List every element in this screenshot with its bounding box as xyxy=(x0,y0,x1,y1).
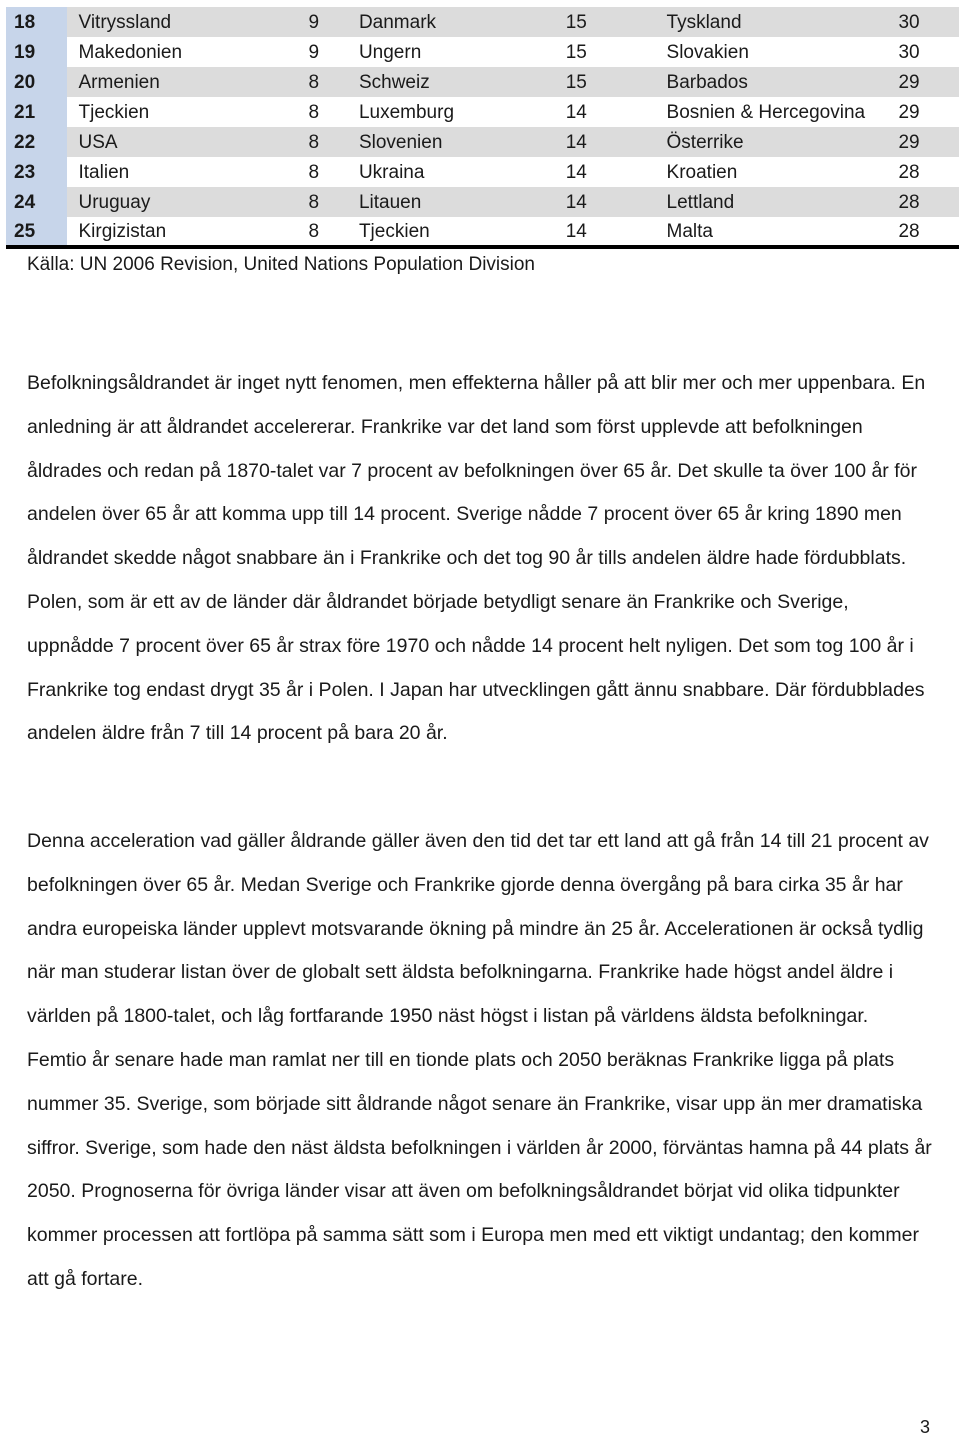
table-row xyxy=(6,67,959,97)
rank-cell: 25 xyxy=(6,217,67,247)
value-cell: 8 xyxy=(308,101,320,123)
value-cell: 28 xyxy=(898,187,959,217)
table-row xyxy=(6,187,959,217)
value-cell: 14 xyxy=(565,161,587,183)
table-row xyxy=(6,7,959,37)
value-cell: 29 xyxy=(898,101,920,123)
oldest-populations-table xyxy=(6,7,959,249)
value-cell: 14 xyxy=(566,217,667,247)
rank-cell: 23 xyxy=(6,157,67,187)
value-cell: 30 xyxy=(898,41,920,63)
country-cell: Malta xyxy=(667,217,899,247)
table-row xyxy=(6,157,959,187)
country-cell: Makedonien xyxy=(78,41,183,63)
rank-cell: 18 xyxy=(6,7,67,37)
value-cell: 15 xyxy=(566,7,667,37)
value-cell: 29 xyxy=(898,127,959,157)
table-row xyxy=(6,127,959,157)
country-cell: Kroatien xyxy=(666,161,738,183)
table-row xyxy=(6,37,959,67)
value-cell: 29 xyxy=(898,67,959,97)
source-citation: Källa: UN 2006 Revision, United Nations Population Division xyxy=(27,254,535,275)
rank-cell: 19 xyxy=(6,37,67,67)
country-cell: Armenien xyxy=(67,67,309,97)
value-cell: 9 xyxy=(309,7,359,37)
country-cell: Ukraina xyxy=(358,161,425,183)
country-cell: Litauen xyxy=(359,187,566,217)
rank-cell: 22 xyxy=(6,127,67,157)
value-cell: 8 xyxy=(309,217,359,247)
value-cell: 8 xyxy=(309,67,359,97)
value-cell: 8 xyxy=(309,127,359,157)
table-row xyxy=(6,97,959,127)
value-cell: 28 xyxy=(898,217,959,247)
body-paragraph: Befolkningsåldrandet är inget nytt fenomen, men effekterna håller på att blir mer och mer uppenbara. En anledning är att åldrandet accelererar. Frankrike var det land som först upplevde att befolkningen åldrades och redan på 1870-talet var 7 procent av befolkningen över 65 år. Det skulle ta över 100 år för andelen över 65 år att komma upp till 14 procent. Sverige nådde 7 procent över 65 år kring 1890 men åldrandet skedde något snabbare än i Frankrike och det tog 90 år tills andelen äldre hade fördubblats. Polen, som är ett av de länder där åldrandet började betydligt senare än Frankrike och Sverige, uppnådde 7 procent över 65 år strax före 1970 och nådde 14 procent helt nyligen. Det som tog 100 år i Frankrike tog endast drygt 35 år i Polen. I Japan har utvecklingen gått ännu snabbare. Där fördubblades andelen äldre från 7 till 14 procent på bara 20 år. xyxy=(27,372,926,745)
value-cell: 8 xyxy=(309,187,359,217)
country-cell: Luxemburg xyxy=(358,101,455,123)
country-cell: Barbados xyxy=(667,67,899,97)
rank-cell: 24 xyxy=(6,187,67,217)
page-number: 3 xyxy=(919,1417,930,1437)
country-cell: USA xyxy=(67,127,309,157)
value-cell: 28 xyxy=(898,161,920,183)
value-cell: 9 xyxy=(308,41,320,63)
country-cell: Slovenien xyxy=(359,127,566,157)
table-row xyxy=(6,217,959,247)
country-cell: Slovakien xyxy=(666,41,749,63)
country-cell: Tyskland xyxy=(667,7,899,37)
country-cell: Danmark xyxy=(359,7,566,37)
country-cell: Italien xyxy=(78,161,130,183)
country-cell: Ungern xyxy=(358,41,422,63)
country-cell: Österrike xyxy=(667,127,899,157)
country-cell: Lettland xyxy=(667,187,899,217)
country-cell: Tjeckien xyxy=(359,217,566,247)
value-cell: 14 xyxy=(566,127,667,157)
value-cell: 30 xyxy=(898,7,959,37)
value-cell: 14 xyxy=(566,187,667,217)
value-cell: 15 xyxy=(566,67,667,97)
rank-cell: 21 xyxy=(6,97,67,127)
value-cell: 8 xyxy=(308,161,320,183)
country-cell: Schweiz xyxy=(359,67,566,97)
rank-cell: 20 xyxy=(6,67,67,97)
value-cell: 14 xyxy=(565,101,587,123)
country-cell: Kirgizistan xyxy=(67,217,309,247)
country-cell: Vitryssland xyxy=(67,7,309,37)
value-cell: 15 xyxy=(565,41,587,63)
country-cell: Tjeckien xyxy=(78,101,150,123)
body-paragraph: Denna acceleration vad gäller åldrande gäller även den tid det tar ett land att gå från 14 till 21 procent av befolkningen över 65 år. Medan Sverige och Frankrike gjorde denna övergång på bara cirka 35 år har andra europeiska länder upplevt motsvarande ökning på mindre än 25 år. Accelerationen är också tydlig när man studerar listan över de globalt sett äldsta befolkningarna. Frankrike hade högst andel äldre i världen på 1800-talet, och låg fortfarande 1950 näst högst i listan på världens äldsta befolkningar. Femtio år senare hade man ramlat ner till en tionde plats och 2050 beräknas Frankrike ligga på plats nummer 35. Sverige, som började sitt åldrande något senare än Frankrike, visar upp än mer dramatiska siffror. Sverige, som hade den näst äldsta befolkningen i världen år 2000, förväntas hamna på 44 plats år 2050. Prognoserna för övriga länder visar att även om befolkningsåldrandet börjat vid olika tidpunkter kommer processen att fortlöpa på samma sätt som i Europa men med ett viktigt undantag; den kommer att gå fortare. xyxy=(27,830,932,1290)
country-cell: Bosnien & Hercegovina xyxy=(666,101,866,123)
country-cell: Uruguay xyxy=(67,187,309,217)
